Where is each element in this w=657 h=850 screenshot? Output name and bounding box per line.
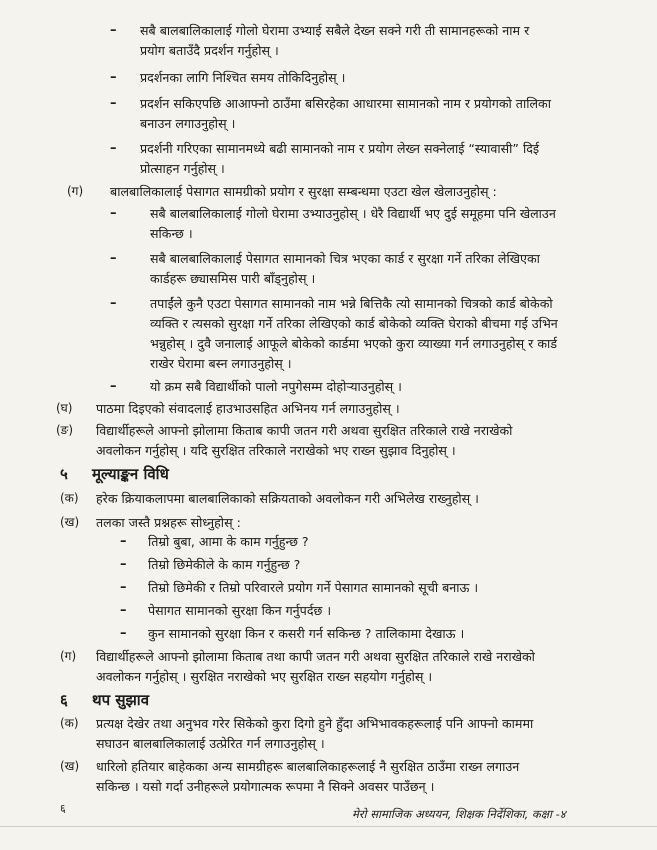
section-heading: थप सुझाव: [92, 691, 150, 709]
ga-bullet-2-line-2: कार्डहरू छ्यासमिस पारी बाँड्नुहोस् ।: [150, 271, 316, 286]
item-label: (क): [60, 491, 79, 505]
item-label: (ङ): [56, 423, 74, 437]
bullet-dash: –: [120, 557, 127, 572]
footer-text: मेरो सामाजिक अध्ययन, शिक्षक निर्देशिका, कक्षा -४: [352, 807, 566, 821]
bullet-dash: –: [120, 626, 127, 641]
bullet-dash: –: [120, 534, 127, 549]
page-number: ६: [60, 802, 66, 815]
section-number: ५: [60, 465, 68, 483]
top-bullet-4-line-2: प्रोत्साहन गर्नुहोस् ।: [140, 161, 225, 176]
top-bullet-1-line-1: सबै बालबालिकालाई गोलो घेरामा उभ्याई सबैले देख्न सक्ने गरी ती सामानहरूको नाम र: [140, 23, 530, 38]
bullet-dash: –: [110, 23, 117, 38]
s5-question: पेसागत सामानको सुरक्षा किन गर्नुपर्दछ ।: [148, 603, 332, 618]
s5-kha-text: तलका जस्तै प्रश्नहरू सोध्नुहोस् :: [96, 515, 241, 530]
s6-kha-line-1: धारिलो हतियार बाहेकका अन्य सामग्रीहरू बालबालिकाहरूलाई नै सुरक्षित ठाउँमा राख्न लगाउन: [96, 759, 520, 774]
bullet-dash: –: [110, 251, 117, 266]
top-bullet-3-line-1: प्रदर्शन सकिएपछि आआफ्नो ठाउँमा बसिरहेका आधारमा सामानको नाम र प्रयोगको तालिका: [140, 96, 551, 111]
bullet-dash: –: [110, 379, 117, 394]
top-bullet-4-line-1: प्रदर्शनी गरिएका सामानमध्ये बढी सामानको नाम र प्रयोग लेख्न सक्नेलाई “स्यावासी” दिई: [140, 141, 540, 156]
item-label: (ख): [60, 759, 80, 773]
item-label: (ग): [67, 184, 84, 198]
ga-bullet-3-line-4: राखेर घेरामा बस्न लगाउनुहोस् ।: [150, 356, 292, 371]
bullet-dash: –: [110, 206, 117, 221]
bullet-dash: –: [110, 70, 117, 85]
s6-kha-line-2: सकिन्छ । यसो गर्दा उनीहरूले प्रयोगात्मक रूपमा नै सिक्ने अवसर पाउँछन् ।: [96, 779, 435, 794]
page-edge-divider: [0, 826, 657, 827]
s5-ga-line-1: विद्यार्थीहरूले आफ्नो झोलामा किताब तथा कापी जतन गरी अथवा सुरक्षित तरिकाले राखे नराखेको: [96, 649, 535, 664]
s5-ga-line-2: अवलोकन गर्नुहोस् । सुरक्षित नराखेको भए सुरक्षित राख्न सहयोग गर्नुहोस् ।: [96, 669, 433, 684]
item-label: (ख): [60, 515, 80, 529]
ga-bullet-3-line-1: तपाईंले कुनै एउटा पेसागत सामानको नाम भन्ने बित्तिकै त्यो सामानको चित्रको कार्ड बोकेको: [150, 296, 553, 311]
ga-bullet-1-line-2: सकिन्छ ।: [150, 226, 193, 241]
ga-bullet-3-line-3: भन्नुहोस् । दुवै जनालाई आफूले बोकेको कार्डमा भएको कुरा व्याख्या गर्न लगाउनुहोस् र कार्ड: [150, 336, 558, 351]
section-number: ६: [60, 691, 68, 709]
s5-question: तिम्रो छिमेकी र तिम्रो परिवारले प्रयोग गर्ने पेसागत सामानको सूची बनाऊ ।: [148, 580, 479, 595]
top-bullet-3-line-2: बनाउन लगाउनुहोस् ।: [140, 116, 236, 131]
item-gha-line-1: पाठमा दिइएको संवादलाई हाउभाउसहित अभिनय गर्न लगाउनुहोस् ।: [96, 401, 400, 416]
item-label: (घ): [56, 401, 73, 415]
s6-ka-line-2: सघाउन बालबालिकालाई उत्प्रेरित गर्न लगाउनुहोस् ।: [96, 736, 325, 751]
section-heading: मूल्याङ्कन विधि: [92, 465, 169, 483]
item-nga-line-1: विद्यार्थीहरूले आफ्नो झोलामा किताब कापी जतन गरी अथवा सुरक्षित तरिकाले राखे नराखेको: [96, 423, 513, 438]
bullet-dash: –: [120, 580, 127, 595]
top-bullet-2-line-1: प्रदर्शनका लागि निश्चित समय तोकिदिनुहोस् ।: [140, 70, 346, 85]
top-bullet-1-line-2: प्रयोग बताउँदै प्रदर्शन गर्नुहोस् ।: [140, 43, 279, 58]
s5-question: तिम्रो छिमेकीले के काम गर्नुहुन्छ ?: [148, 557, 301, 572]
bullet-dash: –: [110, 296, 117, 311]
bullet-dash: –: [120, 603, 127, 618]
item-nga-line-2: अवलोकन गर्नुहोस् । यदि सुरक्षित तरिकाले नराखेको भए राख्न सुझाव दिनुहोस् ।: [96, 443, 456, 458]
bullet-dash: –: [110, 96, 117, 111]
s5-question: कुन सामानको सुरक्षा किन र कसरी गर्न सकिन्छ ? तालिकामा देखाऊ ।: [148, 626, 465, 641]
s5-question: तिम्रो बुबा, आमा के काम गर्नुहुन्छ ?: [148, 534, 309, 549]
ga-bullet-3-line-2: व्यक्ति र त्यसको सुरक्षा गर्ने तरिका लेखिएको कार्ड बोकेको व्यक्ति घेराको बीचमा गई उभिन: [150, 316, 558, 331]
ga-bullet-4-line-1: यो क्रम सबै विद्यार्थीको पालो नपुगेसम्म दोहोऱ्याउनुहोस् ।: [150, 379, 402, 394]
s6-ka-line-1: प्रत्यक्ष देखेर तथा अनुभव गरेर सिकेको कुरा दिगो हुने हुँदा अभिभावकहरूलाई पनि आफ्नो काममा: [96, 716, 534, 731]
bullet-dash: –: [110, 141, 117, 156]
item-label: (ग): [60, 649, 77, 663]
item-ga-text: बालबालिकालाई पेसागत सामग्रीको प्रयोग र सुरक्षा सम्बन्धमा एउटा खेल खेलाउनुहोस् :: [110, 184, 497, 199]
ga-bullet-2-line-1: सबै बालबालिकालाई पेसागत सामानको चित्र भएका कार्ड र सुरक्षा गर्ने तरिका लेखिएका: [150, 251, 540, 266]
ga-bullet-1-line-1: सबै बालबालिकालाई गोलो घेरामा उभ्याउनुहोस् । धेरै विद्यार्थी भए दुई समूहमा पनि खेलाउन: [150, 206, 556, 221]
item-label: (क): [60, 716, 79, 730]
s5-ka-text: हरेक क्रियाकलापमा बालबालिकाको सक्रियताको अवलोकन गरी अभिलेख राख्नुहोस् ।: [96, 491, 479, 506]
